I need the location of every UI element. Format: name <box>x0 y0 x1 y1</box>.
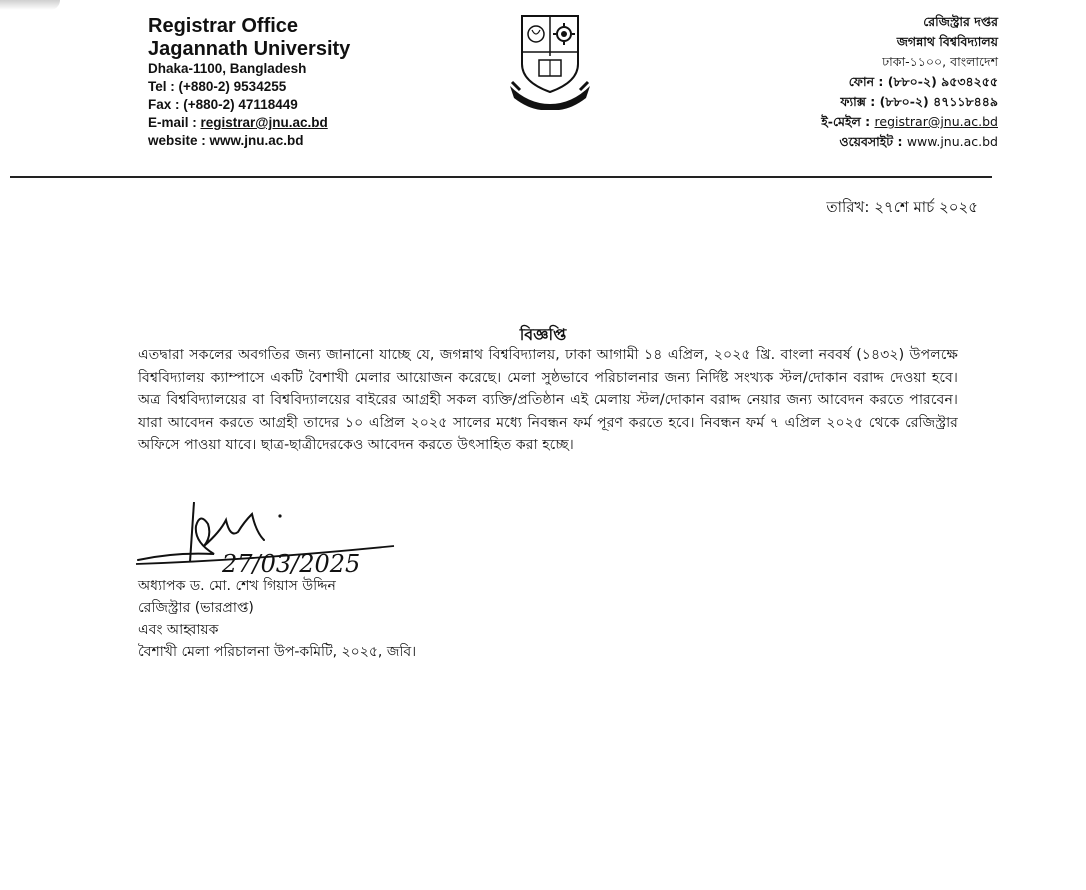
signatory-block <box>138 575 416 663</box>
tel-en: Tel : (+880-2) 9534255 <box>148 79 287 94</box>
signatory-designation: রেজিস্ট্রার (ভারপ্রাপ্ত) <box>138 600 254 616</box>
signatory-role: এবং আহ্বায়ক <box>138 622 219 638</box>
website-link-en[interactable]: www.jnu.ac.bd <box>209 133 304 148</box>
fax-bn: ফ্যাক্স : (৮৮০-২) ৪৭১১৮৪৪৯ <box>840 94 998 109</box>
email-bn: ই-মেইল : registrar@jnu.ac.bd <box>821 114 998 129</box>
address-en: Dhaka-1100, Bangladesh <box>148 61 307 76</box>
website-en: website : www.jnu.ac.bd <box>148 133 304 148</box>
email-en: E-mail : registrar@jnu.ac.bd <box>148 115 328 130</box>
website-bn: ওয়েবসাইট : www.jnu.ac.bd <box>839 134 998 149</box>
signatory-name: অধ্যাপক ড. মো. শেখ গিয়াস উদ্দিন <box>138 578 336 594</box>
scan-smudge <box>0 0 60 10</box>
email-link-bn[interactable]: registrar@jnu.ac.bd <box>874 114 998 129</box>
office-name-bn: রেজিস্ট্রার দপ্তর <box>923 14 998 29</box>
signatory-committee: বৈশাখী মেলা পরিচালনা উপ-কমিটি, ২০২৫, জবি। <box>138 644 417 660</box>
university-name-en: Jagannath University <box>148 38 351 60</box>
email-link-en[interactable]: registrar@jnu.ac.bd <box>200 115 328 130</box>
fax-en: Fax : (+880-2) 47118449 <box>148 97 298 112</box>
header-divider <box>10 176 992 178</box>
phone-bn: ফোন : (৮৮০-২) ৯৫৩৪২৫৫ <box>848 74 998 89</box>
notice-title: বিজ্ঞপ্তি <box>519 325 567 344</box>
signature-icon <box>134 502 434 582</box>
letterhead-english <box>148 14 448 150</box>
letterhead-bangla <box>678 12 998 152</box>
university-logo-icon <box>508 12 592 110</box>
notice-body: এতদ্বারা সকলের অবগতির জন্য জানানো যাচ্ছে যে, জগন্নাথ বিশ্ববিদ্যালয়, ঢাকা আগামী ১৪ এপ্রিল, ২০২৫ খ্রি. বাংলা নববর্ষ (১৪৩২) উপলক্ষে বিশ্ববিদ্যালয় ক্যাম্পাসে একটি বৈশাখী মেলার আয়োজন করেছে। মেলা সুষ্ঠভাবে পরিচালনার জন্য নির্দিষ্ট সংখ্যক স্টল/দোকান বরাদ্দ দেওয়া হবে। অত্র বিশ্ববিদ্যালয়ের বা বিশ্ববিদ্যালয়ের বাইরের আগ্রহী সকল ব্যক্তি/প্রতিষ্ঠান এই মেলায় স্টল/দোকান বরাদ্দ নেয়ার জন্য আবেদন করতে পারবেন। যারা আবেদন করতে আগ্রহী তাদের ১০ এপ্রিল ২০২৫ সালের মধ্যে নিবন্ধন ফর্ম পূরণ করতে হবে। নিবন্ধন ফর্ম ৭ এপ্রিল ২০২৫ থেকে রেজিস্ট্রার অফিসে পাওয়া যাবে। ছাত্র-ছাত্রীদেরকেও আবেদন করতে উৎসাহিত করা হচ্ছে। <box>138 347 958 453</box>
office-name-en: Registrar Office <box>148 15 299 37</box>
handwritten-date: 27/03/2025 <box>222 550 361 578</box>
website-link-bn[interactable]: www.jnu.ac.bd <box>906 134 998 149</box>
notice-date: তারিখ: ২৭শে মার্চ ২০২৫ <box>826 198 978 216</box>
address-bn: ঢাকা-১১০০, বাংলাদেশ <box>882 54 998 69</box>
university-name-bn: জগন্নাথ বিশ্ববিদ্যালয় <box>896 34 998 49</box>
